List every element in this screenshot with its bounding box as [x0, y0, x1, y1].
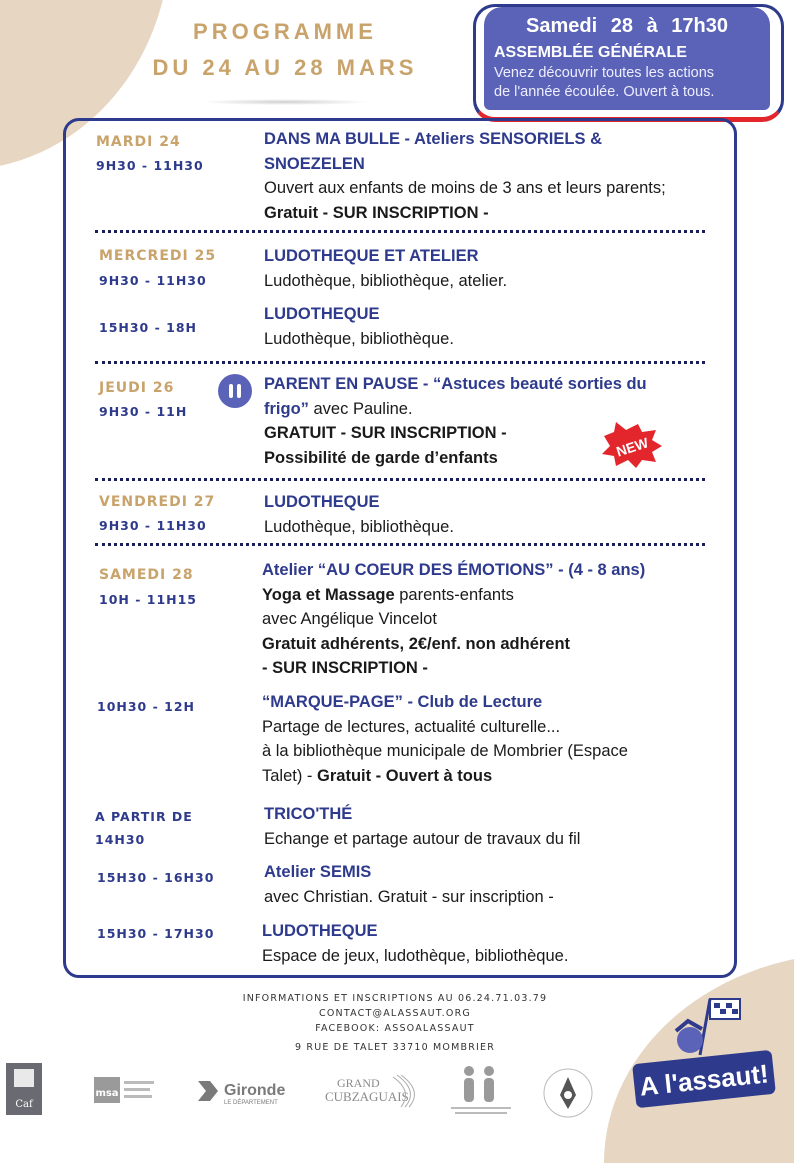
time-vendredi: 9H30 - 11H30 — [99, 518, 207, 533]
day-vendredi: VENDREDI 27 — [99, 494, 216, 510]
time-mercredi-1: 9H30 - 11H30 — [99, 273, 207, 288]
assembly-desc-line1: Venez découvrir toutes les actions — [494, 65, 715, 81]
reaap-logo — [447, 1061, 517, 1121]
msa-logo-text: msa — [95, 1088, 119, 1099]
event-title: PARENT EN PAUSE - “Astuces beauté sorties du — [264, 375, 647, 393]
time-jeudi: 9H30 - 11H — [99, 404, 188, 419]
day-samedi: SAMEDI 28 — [99, 567, 194, 583]
event-samedi-4 — [264, 860, 724, 909]
title-line1: PROGRAMME — [193, 19, 377, 44]
alassaut-logo-text: A l'assaut! — [638, 1058, 771, 1102]
alassaut-logo — [630, 995, 780, 1110]
event-samedi-1 — [262, 558, 732, 681]
event-samedi-5 — [262, 919, 722, 968]
time-samedi-3-line2: 14H30 — [95, 832, 146, 847]
time-mercredi-2: 15H30 - 18H — [99, 320, 197, 335]
time-samedi-2: 10H30 - 12H — [97, 699, 195, 714]
event-desc-end — [262, 764, 732, 789]
event-title: Atelier SEMIS — [264, 863, 372, 881]
time-samedi-1: 10H - 11H15 — [99, 592, 197, 607]
event-mercredi-2 — [264, 302, 724, 351]
event-note-childcare: Possibilité de garde d’enfants — [264, 448, 498, 467]
gironde-logo-subtext: LE DÉPARTEMENT — [224, 1100, 278, 1106]
event-vendredi — [264, 490, 724, 539]
event-desc: Ludothèque, bibliothèque. — [264, 517, 454, 536]
event-title: LUDOTHEQUE — [262, 922, 378, 940]
event-title-cont: SNOEZELEN — [264, 154, 365, 173]
footer-email[interactable]: CONTACT@ALASSAUT.ORG — [319, 1008, 471, 1019]
title-line2: DU 24 AU 28 MARS — [152, 55, 418, 80]
event-desc: Ouvert aux enfants de moins de 3 ans et leurs parents; — [264, 179, 666, 197]
event-note: Gratuit - Ouvert à tous — [317, 766, 493, 785]
event-title: TRICO'THÉ — [264, 805, 353, 823]
day-mercredi: MERCREDI 25 — [99, 248, 217, 264]
roundel-logo — [540, 1065, 596, 1121]
event-title: LUDOTHEQUE ET ATELIER — [264, 247, 479, 265]
event-title-end: frigo” — [264, 399, 309, 418]
new-badge-text: NEW — [614, 434, 651, 460]
event-samedi-2 — [262, 690, 732, 788]
event-mercredi-1 — [264, 244, 724, 293]
event-title: LUDOTHEQUE — [264, 493, 380, 511]
event-host: avec Pauline. — [308, 399, 413, 418]
time-samedi-3-line1: A PARTIR DE — [95, 809, 193, 824]
cubzaguais-logo-text: CUBZAGUAIS — [325, 1089, 409, 1104]
msa-logo — [92, 1073, 162, 1113]
event-title: DANS MA BULLE - Ateliers SENSORIELS & — [264, 130, 602, 148]
grand-logo-text: GRAND — [337, 1076, 380, 1090]
grand-cubzaguais-logo — [323, 1071, 423, 1111]
event-title: Atelier “AU COEUR DES ÉMOTIONS” - (4 - 8 ans) — [262, 561, 646, 579]
separator — [95, 361, 705, 364]
event-desc: Echange et partage autour de travaux du fil — [264, 829, 581, 848]
assembly-desc-line2: de l'année écoulée. Ouvert à tous. — [494, 84, 715, 100]
new-badge — [600, 422, 664, 470]
assembly-description — [494, 64, 760, 102]
separator — [95, 230, 705, 233]
gironde-logo — [196, 1077, 296, 1107]
event-desc: Ludothèque, bibliothèque. — [264, 329, 454, 348]
event-title: LUDOTHEQUE — [264, 305, 380, 323]
event-title: “MARQUE-PAGE” - Club de Lecture — [262, 693, 543, 711]
event-title-cont — [264, 397, 734, 422]
gironde-logo-text: Gironde — [224, 1082, 286, 1099]
assembly-date — [494, 15, 760, 38]
event-desc: Ludothèque, bibliothèque, atelier. — [264, 271, 508, 290]
separator — [95, 543, 705, 546]
event-line-rest: parents-enfants — [394, 585, 514, 604]
assembly-time: à 17h30 — [646, 15, 728, 37]
event-desc-cont: à la bibliothèque municipale de Mombrier (Espace — [262, 742, 628, 760]
event-note: GRATUIT - SUR INSCRIPTION - — [264, 424, 507, 442]
event-note: - SUR INSCRIPTION - — [262, 659, 428, 677]
footer-info: INFORMATIONS ET INSCRIPTIONS AU 06.24.71.03.79 — [242, 993, 548, 1004]
event-location: Talet) - — [262, 766, 318, 785]
time-samedi-4: 15H30 - 16H30 — [97, 870, 215, 885]
footer-address: 9 RUE DE TALET 33710 MOMBRIER — [294, 1042, 496, 1053]
event-mardi — [264, 127, 734, 225]
event-desc: Partage de lectures, actualité culturelle... — [262, 717, 561, 736]
title-underline — [200, 99, 370, 105]
event-line — [262, 583, 732, 608]
pause-icon — [218, 374, 252, 408]
partner-logos — [0, 1055, 600, 1123]
event-desc: avec Christian. Gratuit - sur inscription - — [264, 887, 554, 906]
day-jeudi: JEUDI 26 — [99, 380, 175, 396]
time-samedi-5: 15H30 - 17H30 — [97, 926, 215, 941]
separator — [95, 478, 705, 481]
event-price: Gratuit adhérents, 2€/enf. non adhérent — [262, 634, 571, 653]
time-mardi: 9H30 - 11H30 — [96, 158, 204, 173]
event-note: Gratuit - SUR INSCRIPTION - — [264, 203, 489, 222]
event-desc: Espace de jeux, ludothèque, bibliothèque. — [262, 946, 569, 965]
event-host: avec Angélique Vincelot — [262, 610, 437, 628]
event-samedi-3 — [264, 802, 724, 851]
assembly-card — [484, 7, 770, 110]
page-title — [130, 16, 440, 88]
caf-logo — [6, 1063, 42, 1115]
assembly-day: Samedi 28 — [526, 15, 633, 37]
assembly-heading: ASSEMBLÉE GÉNÉRALE — [494, 44, 687, 61]
day-mardi: MARDI 24 — [96, 134, 181, 150]
footer-facebook[interactable]: FACEBOOK: ASSOALASSAUT — [315, 1023, 475, 1034]
caf-logo-text: Caf — [15, 1099, 33, 1110]
event-line-bold: Yoga et Massage — [262, 585, 395, 604]
